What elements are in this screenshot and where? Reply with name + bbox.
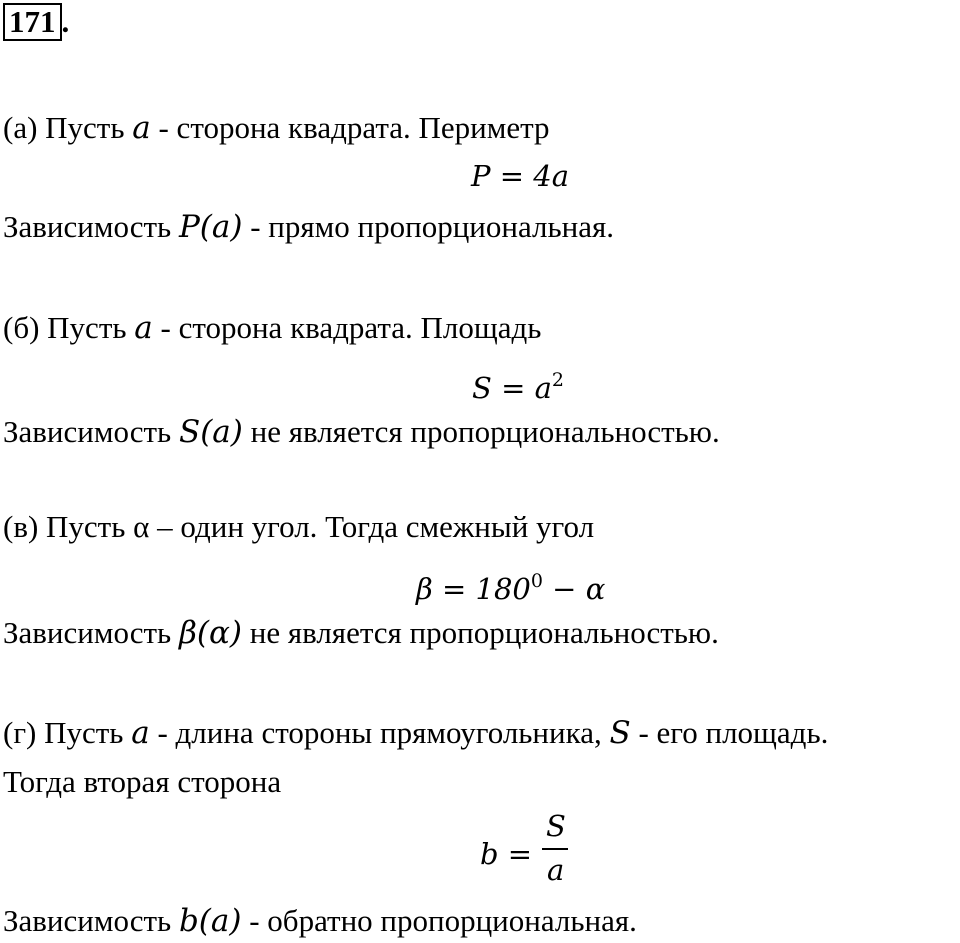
part-c-conclusion-suffix: не является пропорциональностью. xyxy=(242,615,719,650)
part-d-intro-suffix: - его площадь. xyxy=(630,715,829,750)
part-b-conclusion xyxy=(3,414,720,450)
part-b-conclusion-suffix: не является пропорциональностью. xyxy=(242,414,720,449)
part-c-formula xyxy=(416,563,605,607)
part-a-intro xyxy=(3,110,550,146)
part-d-intro-mid: - длина стороны прямоугольника, xyxy=(149,715,610,750)
part-d-conclusion xyxy=(3,903,637,939)
part-d-conclusion-prefix: Зависимость xyxy=(3,903,179,938)
part-d-intro-prefix: (г) Пусть xyxy=(3,715,132,750)
part-c-formula-exponent: 0 xyxy=(530,570,543,592)
part-b-intro xyxy=(3,310,541,346)
part-d-var2: S xyxy=(609,715,631,751)
part-d-conclusion-math: b(a) xyxy=(178,903,242,939)
part-c-conclusion-prefix: Зависимость xyxy=(3,615,179,650)
part-c-conclusion-math: β(α) xyxy=(178,615,242,651)
part-d-intro-line2: Тогда вторая сторона xyxy=(3,764,282,799)
part-b-formula-exponent: 2 xyxy=(551,369,564,391)
part-c-formula-right: − α xyxy=(542,572,606,606)
part-b-intro-prefix: (б) Пусть xyxy=(3,310,135,345)
part-b-formula xyxy=(472,362,564,406)
part-c-formula-left: β = 180 xyxy=(416,572,531,606)
part-a-intro-suffix: - сторона квадрата. Периметр xyxy=(150,110,550,145)
part-d-fraction-denominator: a xyxy=(547,853,565,887)
problem-number-box: 171 xyxy=(3,3,62,41)
part-b-conclusion-math: S(a) xyxy=(178,414,243,450)
part-a-conclusion-math: P(a) xyxy=(178,209,243,245)
problem-number-dot: . xyxy=(61,4,70,39)
part-d-formula-lhs: b = xyxy=(480,837,533,871)
part-b-var: a xyxy=(134,310,153,346)
part-d-intro xyxy=(3,715,828,751)
part-d-var: a xyxy=(131,715,150,751)
part-d-formula xyxy=(480,808,590,898)
part-b-intro-suffix: - сторона квадрата. Площадь xyxy=(152,310,542,345)
part-b-conclusion-prefix: Зависимость xyxy=(3,414,179,449)
part-a-conclusion xyxy=(3,209,614,245)
part-d-fraction-numerator: S xyxy=(546,809,566,843)
part-d-conclusion-suffix: - обратно пропорциональная. xyxy=(241,903,637,938)
part-a-conclusion-suffix: - прямо пропорциональная. xyxy=(242,209,614,244)
part-a-formula: P = 4a xyxy=(471,159,569,193)
part-b-formula-base: S = a xyxy=(472,371,552,405)
part-c-conclusion xyxy=(3,615,719,651)
part-a-intro-prefix: (а) Пусть xyxy=(3,110,133,145)
problem-number xyxy=(3,3,69,41)
part-a-conclusion-prefix: Зависимость xyxy=(3,209,179,244)
part-c-intro: (в) Пусть α – один угол. Тогда смежный угол xyxy=(3,509,595,544)
part-a-var: a xyxy=(132,110,151,146)
fraction-bar xyxy=(542,848,568,850)
